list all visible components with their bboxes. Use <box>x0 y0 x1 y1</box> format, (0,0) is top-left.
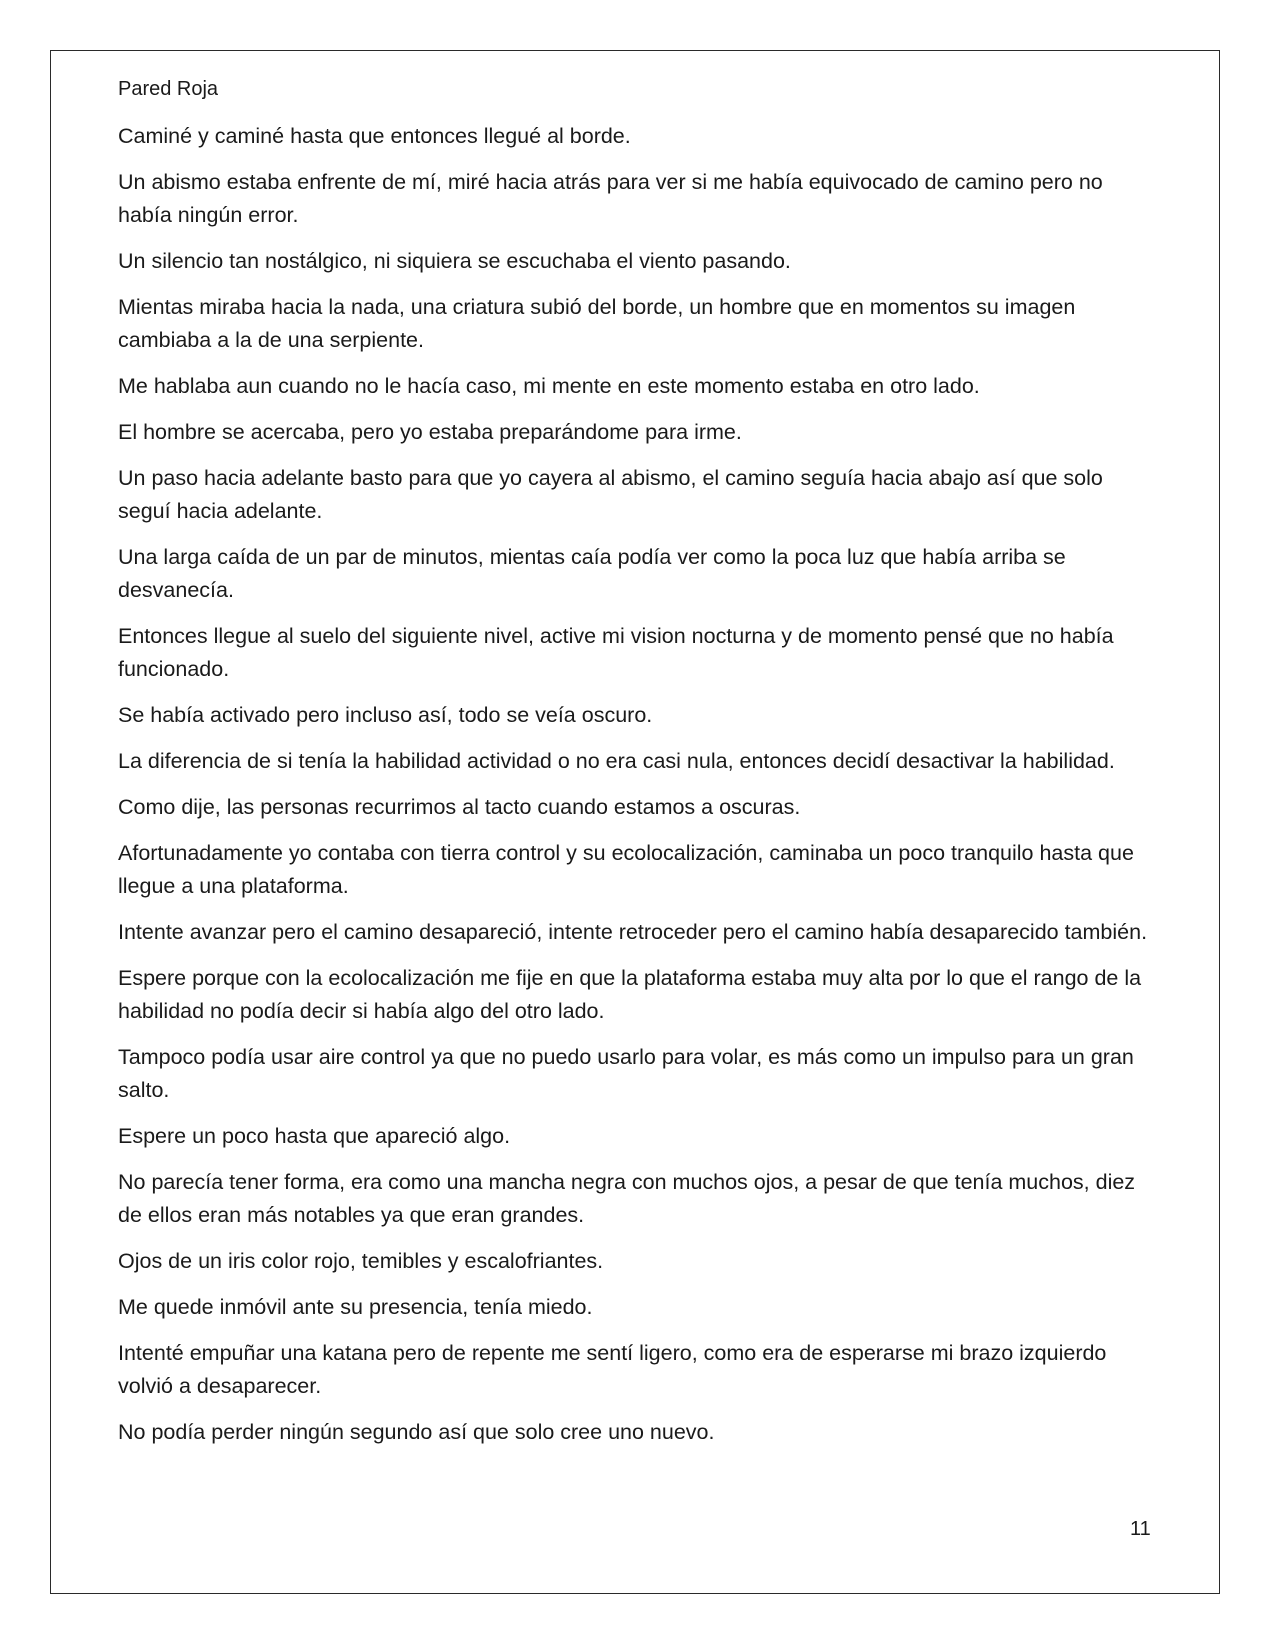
paragraph: Me quede inmóvil ante su presencia, tenía miedo. <box>118 1295 593 1319</box>
paragraph: Se había activado pero incluso así, todo se veía oscuro. <box>118 703 653 727</box>
paragraph: Caminé y caminé hasta que entonces llegué al borde. <box>118 124 631 148</box>
paragraph: El hombre se acercaba, pero yo estaba preparándome para irme. <box>118 420 742 444</box>
running-header: Pared Roja <box>118 78 219 100</box>
paragraph: Me hablaba aun cuando no le hacía caso, mi mente en este momento estaba en otro lado. <box>118 374 980 398</box>
paragraph: Mientas miraba hacia la nada, una criatura subió del borde, un hombre que en momentos su imagen cambiaba a la de una serpiente. <box>118 295 1076 352</box>
paragraph: La diferencia de si tenía la habilidad actividad o no era casi nula, entonces decidí desactivar la habilidad. <box>118 749 1115 773</box>
paragraph: Ojos de un iris color rojo, temibles y escalofriantes. <box>118 1249 604 1273</box>
paragraph: Afortunadamente yo contaba con tierra control y su ecolocalización, caminaba un poco tranquilo hasta que llegue a una plataforma. <box>118 841 1134 898</box>
paragraph: Un silencio tan nostálgico, ni siquiera se escuchaba el viento pasando. <box>118 249 791 273</box>
paragraph: Un paso hacia adelante basto para que yo cayera al abismo, el camino seguía hacia abajo así que solo seguí hacia adelante. <box>118 466 1103 523</box>
paragraph: Un abismo estaba enfrente de mí, miré hacia atrás para ver si me había equivocado de camino pero no había ningún error. <box>118 170 1103 227</box>
paragraph: Tampoco podía usar aire control ya que no puedo usarlo para volar, es más como un impulso para un gran salto. <box>118 1045 1134 1102</box>
paragraph: No parecía tener forma, era como una mancha negra con muchos ojos, a pesar de que tenía muchos, diez de ellos eran más notables ya que eran grandes. <box>118 1170 1136 1227</box>
paragraph: No podía perder ningún segundo así que solo cree uno nuevo. <box>118 1420 715 1444</box>
paragraph: Entonces llegue al suelo del siguiente nivel, active mi vision nocturna y de momento pensé que no había funcionado. <box>118 624 1114 681</box>
body-text <box>118 120 1153 1462</box>
paragraph: Como dije, las personas recurrimos al tacto cuando estamos a oscuras. <box>118 795 801 819</box>
paragraph: Una larga caída de un par de minutos, mientas caía podía ver como la poca luz que había arriba se desvanecía. <box>118 545 1066 602</box>
paragraph: Espere un poco hasta que apareció algo. <box>118 1124 511 1148</box>
paragraph: Intenté empuñar una katana pero de repente me sentí ligero, como era de esperarse mi brazo izquierdo volvió a desaparecer. <box>118 1341 1107 1398</box>
page-number: 11 <box>1130 1518 1151 1540</box>
paragraph: Espere porque con la ecolocalización me fije en que la plataforma estaba muy alta por lo que el rango de la habilidad no podía decir si había algo del otro lado. <box>118 966 1142 1023</box>
paragraph: Intente avanzar pero el camino desapareció, intente retroceder pero el camino había desaparecido también. <box>118 920 1148 944</box>
